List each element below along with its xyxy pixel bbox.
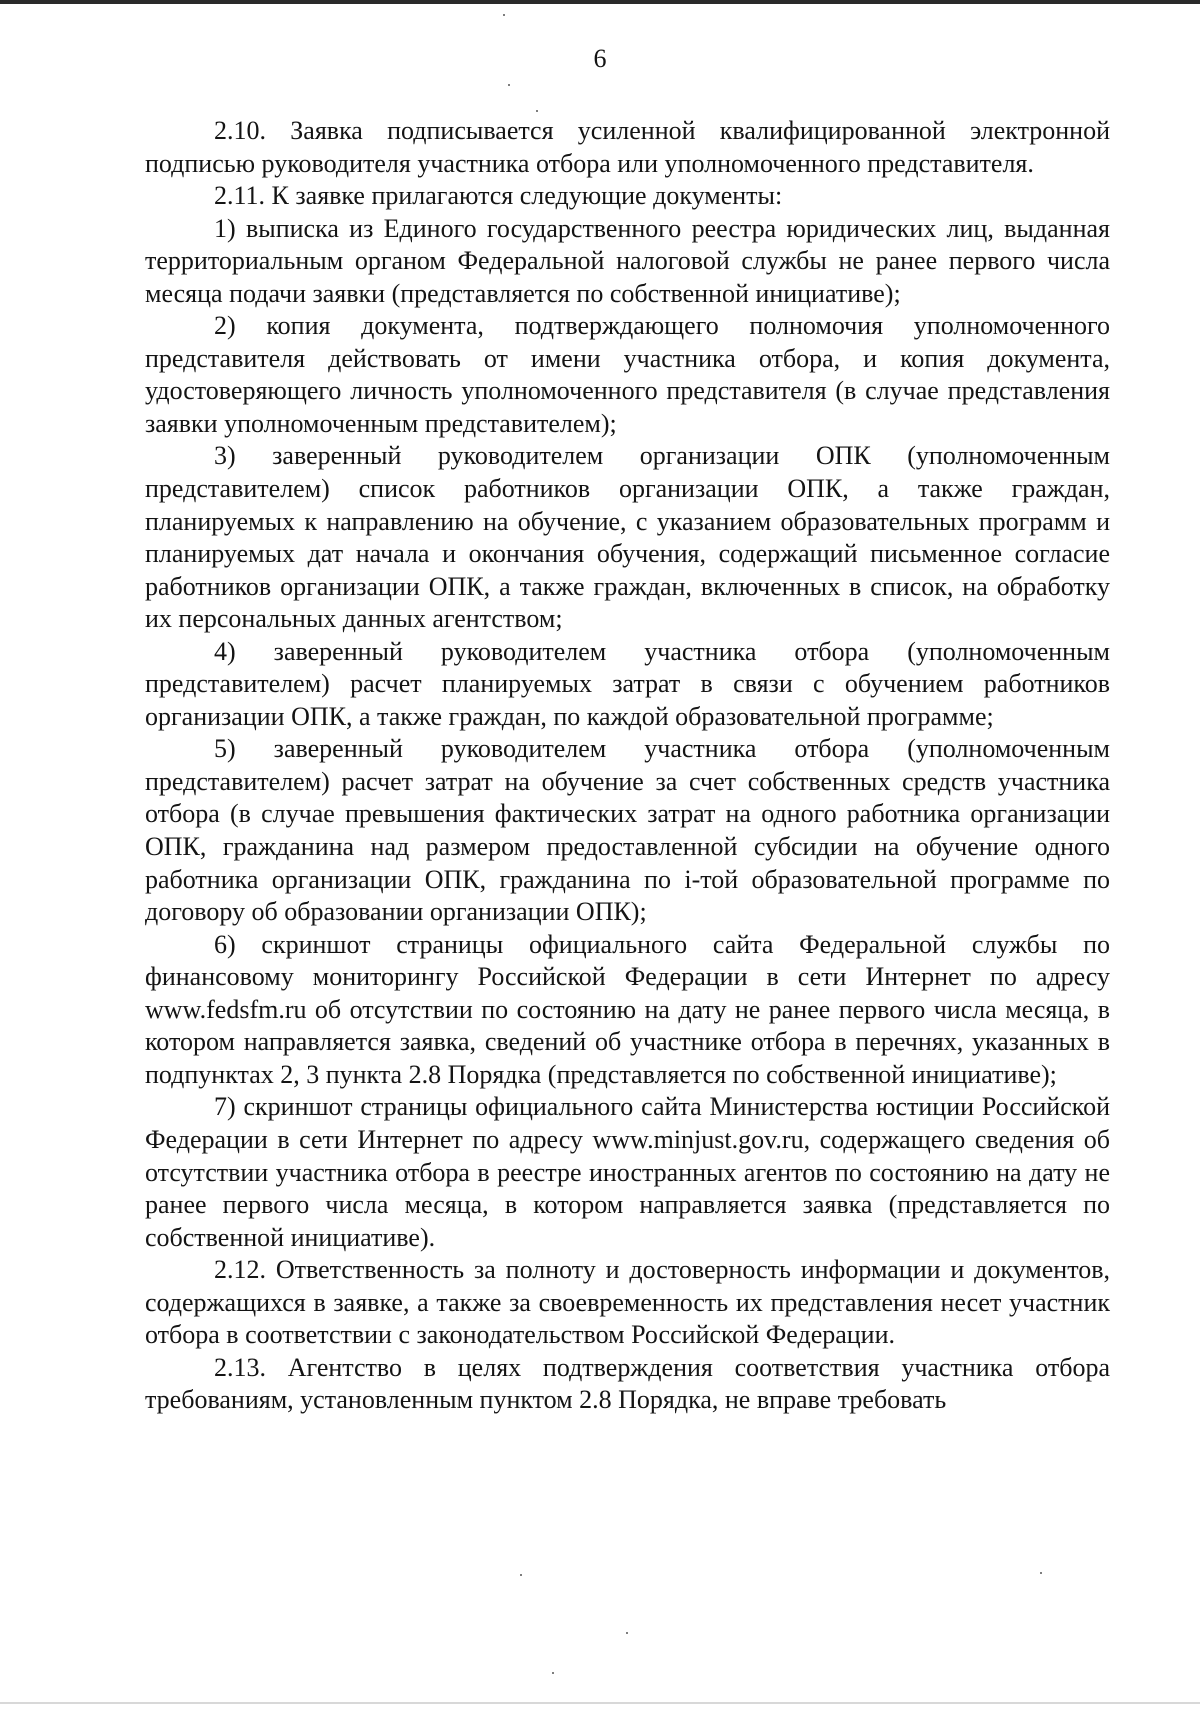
list-item-2: 2) копия документа, подтверждающего полномочия уполномоченного представителя действовать от имени участника отбора, и копия документа, удостоверяющего личность уполномоченного представителя (в случае представления заявки уполномоченным представителем); — [145, 311, 1110, 438]
scan-speck — [508, 84, 510, 86]
paragraph-2-10: 2.10. Заявка подписывается усиленной квалифицированной электронной подписью руководителя участника отбора или уполномоченного представителя. — [145, 116, 1110, 178]
paragraph-2-12: 2.12. Ответственность за полноту и достоверность информации и документов, содержащихся в заявке, а также за своевременность их представления несет участник отбора в соответствии с законодательством Российской Федерации. — [145, 1255, 1110, 1350]
top-scan-border — [0, 0, 1200, 4]
paragraph-2-13: 2.13. Агентство в целях подтверждения соответствия участника отбора требованиям, установленным пунктом 2.8 Порядка, не вправе требовать — [145, 1352, 1110, 1415]
list-item-6: 6) скриншот страницы официального сайта Федеральной службы по финансовому мониторингу Российской Федерации в сети Интернет по адресу www.fedsfm.ru об отсутствии по состоянию на дату не ранее первого числа месяца, в котором направляется заявка, сведений об участнике отбора в перечнях, указанных в подпунктах 2, 3 пункта 2.8 Порядка (представляется по собственной инициативе); — [145, 929, 1110, 1089]
bottom-scan-border — [0, 1702, 1200, 1704]
list-item-3: 3) заверенный руководителем организации ОПК (уполномоченным представителем) список работников организации ОПК, а также граждан, планируемых к направлению на обучение, с указанием образовательных программ и планируемых дат начала и окончания обучения, содержащий письменное согласие работников организации ОПК, а также граждан, включенных в список, на обработку их персональных данных агентством; — [145, 441, 1110, 634]
scan-speck — [552, 1672, 554, 1674]
document-body — [145, 115, 1110, 1417]
list-item-7: 7) скриншот страницы официального сайта Министерства юстиции Российской Федерации в сети Интернет по адресу www.minjust.gov.ru, содержащего сведения об отсутствии участника отбора в реестре иностранных агентов по состоянию на дату не ранее первого числа месяца, в котором направляется заявка (представляется по собственной инициативе). — [145, 1092, 1110, 1252]
list-item-4: 4) заверенный руководителем участника отбора (уполномоченным представителем) расчет планируемых затрат в связи с обучением работников организации ОПК, а также граждан, по каждой образовательной программе; — [145, 636, 1110, 731]
list-item-5: 5) заверенный руководителем участника отбора (уполномоченным представителем) расчет затрат на обучение за счет собственных средств участника отбора (в случае превышения фактических затрат на одного работника организации ОПК, гражданина над размером предоставленной субсидии на обучение одного работника организации ОПК, гражданина по i-той образовательной программе по договору об образовании организации ОПК); — [145, 734, 1110, 927]
paragraph-2-11: 2.11. К заявке прилагаются следующие документы: — [214, 181, 783, 211]
scan-speck — [626, 1632, 628, 1634]
page-number: 6 — [593, 44, 607, 73]
scan-speck — [536, 110, 538, 112]
scan-speck — [1040, 1572, 1042, 1574]
list-item-1: 1) выписка из Единого государственного реестра юридических лиц, выданная территориальным органом Федеральной налоговой службы не ранее первого числа месяца подачи заявки (представляется по собственной инициативе); — [145, 213, 1110, 308]
scan-speck — [520, 1574, 522, 1576]
scan-speck — [503, 14, 505, 16]
